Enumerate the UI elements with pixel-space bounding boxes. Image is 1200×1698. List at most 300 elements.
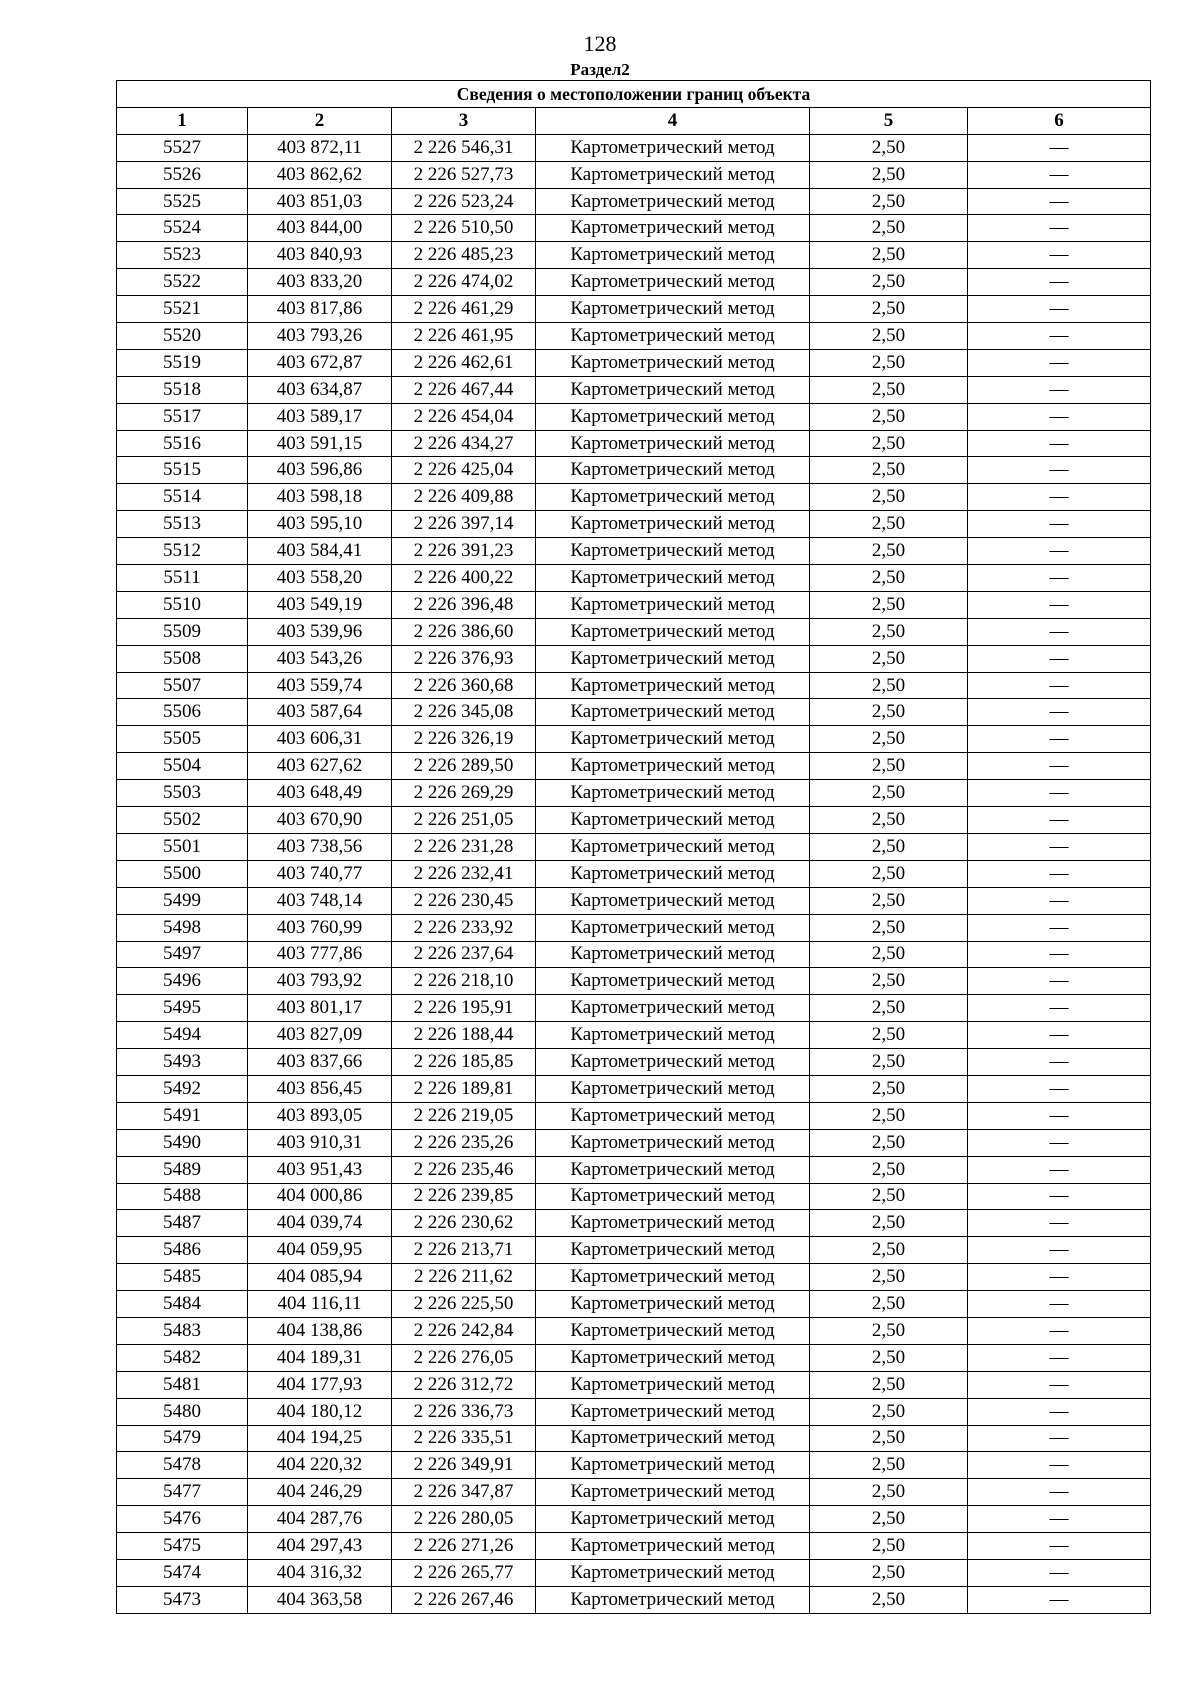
point-number-cell: 5476 (117, 1506, 248, 1533)
method-cell: Картометрический метод (536, 215, 810, 242)
accuracy-cell: 2,50 (810, 860, 968, 887)
method-cell: Картометрический метод (536, 645, 810, 672)
table-row (117, 1075, 1151, 1102)
method-cell: Картометрический метод (536, 161, 810, 188)
x-coordinate-cell: 403 893,05 (248, 1102, 392, 1129)
description-cell: — (968, 511, 1151, 538)
point-number-cell: 5515 (117, 457, 248, 484)
y-coordinate-cell: 2 226 230,45 (392, 887, 536, 914)
table-row (117, 538, 1151, 565)
x-coordinate-cell: 403 793,92 (248, 968, 392, 995)
accuracy-cell: 2,50 (810, 780, 968, 807)
table-body (117, 134, 1151, 1613)
x-coordinate-cell: 403 606,31 (248, 726, 392, 753)
x-coordinate-cell: 404 363,58 (248, 1586, 392, 1613)
y-coordinate-cell: 2 226 230,62 (392, 1210, 536, 1237)
point-number-cell: 5516 (117, 430, 248, 457)
point-number-cell: 5485 (117, 1264, 248, 1291)
y-coordinate-cell: 2 226 195,91 (392, 995, 536, 1022)
description-cell: — (968, 1156, 1151, 1183)
accuracy-cell: 2,50 (810, 1425, 968, 1452)
y-coordinate-cell: 2 226 218,10 (392, 968, 536, 995)
table-row (117, 349, 1151, 376)
table-row (117, 1264, 1151, 1291)
x-coordinate-cell: 403 748,14 (248, 887, 392, 914)
description-cell: — (968, 941, 1151, 968)
table-row (117, 726, 1151, 753)
y-coordinate-cell: 2 226 280,05 (392, 1506, 536, 1533)
x-coordinate-cell: 403 549,19 (248, 591, 392, 618)
method-cell: Картометрический метод (536, 430, 810, 457)
x-coordinate-cell: 403 856,45 (248, 1075, 392, 1102)
table-row (117, 269, 1151, 296)
x-coordinate-cell: 404 287,76 (248, 1506, 392, 1533)
table-row (117, 887, 1151, 914)
table-row (117, 833, 1151, 860)
method-cell: Картометрический метод (536, 1317, 810, 1344)
table-row (117, 1291, 1151, 1318)
table-row (117, 699, 1151, 726)
method-cell: Картометрический метод (536, 780, 810, 807)
x-coordinate-cell: 403 559,74 (248, 672, 392, 699)
y-coordinate-cell: 2 226 360,68 (392, 672, 536, 699)
description-cell: — (968, 1479, 1151, 1506)
y-coordinate-cell: 2 226 461,29 (392, 296, 536, 323)
description-cell: — (968, 860, 1151, 887)
description-cell: — (968, 699, 1151, 726)
x-coordinate-cell: 403 827,09 (248, 1022, 392, 1049)
x-coordinate-cell: 404 059,95 (248, 1237, 392, 1264)
method-cell: Картометрический метод (536, 1183, 810, 1210)
y-coordinate-cell: 2 226 391,23 (392, 538, 536, 565)
accuracy-cell: 2,50 (810, 1183, 968, 1210)
x-coordinate-cell: 403 539,96 (248, 618, 392, 645)
description-cell: — (968, 296, 1151, 323)
point-number-cell: 5488 (117, 1183, 248, 1210)
accuracy-cell: 2,50 (810, 1452, 968, 1479)
accuracy-cell: 2,50 (810, 296, 968, 323)
accuracy-cell: 2,50 (810, 349, 968, 376)
table-row (117, 1506, 1151, 1533)
method-cell: Картометрический метод (536, 1398, 810, 1425)
table-row (117, 1237, 1151, 1264)
description-cell: — (968, 1371, 1151, 1398)
x-coordinate-cell: 404 189,31 (248, 1344, 392, 1371)
description-cell: — (968, 323, 1151, 350)
y-coordinate-cell: 2 226 265,77 (392, 1559, 536, 1586)
table-caption-row (117, 81, 1151, 108)
y-coordinate-cell: 2 226 232,41 (392, 860, 536, 887)
accuracy-cell: 2,50 (810, 591, 968, 618)
x-coordinate-cell: 404 194,25 (248, 1425, 392, 1452)
boundary-table (116, 80, 1151, 1614)
section-title: Раздел2 (570, 60, 630, 79)
x-coordinate-cell: 404 246,29 (248, 1479, 392, 1506)
accuracy-cell: 2,50 (810, 1264, 968, 1291)
accuracy-cell: 2,50 (810, 1586, 968, 1613)
method-cell: Картометрический метод (536, 1344, 810, 1371)
method-cell: Картометрический метод (536, 1559, 810, 1586)
table-row (117, 591, 1151, 618)
method-cell: Картометрический метод (536, 188, 810, 215)
x-coordinate-cell: 403 634,87 (248, 376, 392, 403)
method-cell: Картометрический метод (536, 1264, 810, 1291)
y-coordinate-cell: 2 226 461,95 (392, 323, 536, 350)
accuracy-cell: 2,50 (810, 995, 968, 1022)
y-coordinate-cell: 2 226 269,29 (392, 780, 536, 807)
description-cell: — (968, 1559, 1151, 1586)
accuracy-cell: 2,50 (810, 403, 968, 430)
x-coordinate-cell: 403 589,17 (248, 403, 392, 430)
table-row (117, 430, 1151, 457)
table-row (117, 941, 1151, 968)
x-coordinate-cell: 404 180,12 (248, 1398, 392, 1425)
y-coordinate-cell: 2 226 546,31 (392, 134, 536, 161)
point-number-cell: 5513 (117, 511, 248, 538)
accuracy-cell: 2,50 (810, 323, 968, 350)
description-cell: — (968, 1452, 1151, 1479)
x-coordinate-cell: 403 627,62 (248, 753, 392, 780)
description-cell: — (968, 753, 1151, 780)
point-number-cell: 5496 (117, 968, 248, 995)
x-coordinate-cell: 403 833,20 (248, 269, 392, 296)
table-row (117, 914, 1151, 941)
point-number-cell: 5508 (117, 645, 248, 672)
method-cell: Картометрический метод (536, 403, 810, 430)
description-cell: — (968, 376, 1151, 403)
method-cell: Картометрический метод (536, 1022, 810, 1049)
table-row (117, 1344, 1151, 1371)
y-coordinate-cell: 2 226 271,26 (392, 1533, 536, 1560)
method-cell: Картометрический метод (536, 1371, 810, 1398)
x-coordinate-cell: 403 760,99 (248, 914, 392, 941)
y-coordinate-cell: 2 226 510,50 (392, 215, 536, 242)
method-cell: Картометрический метод (536, 699, 810, 726)
column-number-4: 4 (536, 107, 810, 134)
point-number-cell: 5507 (117, 672, 248, 699)
description-cell: — (968, 1533, 1151, 1560)
description-cell: — (968, 780, 1151, 807)
accuracy-cell: 2,50 (810, 376, 968, 403)
accuracy-cell: 2,50 (810, 1075, 968, 1102)
table-row (117, 1452, 1151, 1479)
method-cell: Картометрический метод (536, 1210, 810, 1237)
accuracy-cell: 2,50 (810, 457, 968, 484)
accuracy-cell: 2,50 (810, 1371, 968, 1398)
method-cell: Картометрический метод (536, 242, 810, 269)
point-number-cell: 5484 (117, 1291, 248, 1318)
method-cell: Картометрический метод (536, 618, 810, 645)
description-cell: — (968, 1210, 1151, 1237)
y-coordinate-cell: 2 226 397,14 (392, 511, 536, 538)
y-coordinate-cell: 2 226 239,85 (392, 1183, 536, 1210)
point-number-cell: 5487 (117, 1210, 248, 1237)
y-coordinate-cell: 2 226 235,46 (392, 1156, 536, 1183)
y-coordinate-cell: 2 226 485,23 (392, 242, 536, 269)
x-coordinate-cell: 403 840,93 (248, 242, 392, 269)
point-number-cell: 5514 (117, 484, 248, 511)
accuracy-cell: 2,50 (810, 672, 968, 699)
y-coordinate-cell: 2 226 462,61 (392, 349, 536, 376)
x-coordinate-cell: 404 000,86 (248, 1183, 392, 1210)
y-coordinate-cell: 2 226 276,05 (392, 1344, 536, 1371)
table-row (117, 457, 1151, 484)
y-coordinate-cell: 2 226 211,62 (392, 1264, 536, 1291)
accuracy-cell: 2,50 (810, 565, 968, 592)
description-cell: — (968, 995, 1151, 1022)
x-coordinate-cell: 404 039,74 (248, 1210, 392, 1237)
accuracy-cell: 2,50 (810, 618, 968, 645)
description-cell: — (968, 591, 1151, 618)
description-cell: — (968, 484, 1151, 511)
column-number-1: 1 (117, 107, 248, 134)
y-coordinate-cell: 2 226 213,71 (392, 1237, 536, 1264)
description-cell: — (968, 1425, 1151, 1452)
x-coordinate-cell: 403 648,49 (248, 780, 392, 807)
table-caption: Сведения о местоположении границ объекта (117, 81, 1151, 108)
table-row (117, 1183, 1151, 1210)
table-row (117, 1425, 1151, 1452)
x-coordinate-cell: 403 851,03 (248, 188, 392, 215)
point-number-cell: 5477 (117, 1479, 248, 1506)
method-cell: Картометрический метод (536, 323, 810, 350)
point-number-cell: 5524 (117, 215, 248, 242)
x-coordinate-cell: 403 777,86 (248, 941, 392, 968)
accuracy-cell: 2,50 (810, 1022, 968, 1049)
description-cell: — (968, 645, 1151, 672)
accuracy-cell: 2,50 (810, 269, 968, 296)
accuracy-cell: 2,50 (810, 833, 968, 860)
point-number-cell: 5475 (117, 1533, 248, 1560)
y-coordinate-cell: 2 226 225,50 (392, 1291, 536, 1318)
y-coordinate-cell: 2 226 235,26 (392, 1129, 536, 1156)
description-cell: — (968, 349, 1151, 376)
description-cell: — (968, 618, 1151, 645)
x-coordinate-cell: 403 558,20 (248, 565, 392, 592)
accuracy-cell: 2,50 (810, 511, 968, 538)
accuracy-cell: 2,50 (810, 1291, 968, 1318)
column-number-5: 5 (810, 107, 968, 134)
method-cell: Картометрический метод (536, 1425, 810, 1452)
accuracy-cell: 2,50 (810, 753, 968, 780)
point-number-cell: 5510 (117, 591, 248, 618)
table-row (117, 1371, 1151, 1398)
accuracy-cell: 2,50 (810, 242, 968, 269)
method-cell: Картометрический метод (536, 753, 810, 780)
point-number-cell: 5518 (117, 376, 248, 403)
accuracy-cell: 2,50 (810, 484, 968, 511)
point-number-cell: 5493 (117, 1049, 248, 1076)
y-coordinate-cell: 2 226 523,24 (392, 188, 536, 215)
y-coordinate-cell: 2 226 400,22 (392, 565, 536, 592)
description-cell: — (968, 1129, 1151, 1156)
description-cell: — (968, 538, 1151, 565)
method-cell: Картометрический метод (536, 1049, 810, 1076)
point-number-cell: 5526 (117, 161, 248, 188)
point-number-cell: 5474 (117, 1559, 248, 1586)
point-number-cell: 5479 (117, 1425, 248, 1452)
table-row (117, 296, 1151, 323)
description-cell: — (968, 1102, 1151, 1129)
table-row (117, 968, 1151, 995)
table-row (117, 860, 1151, 887)
y-coordinate-cell: 2 226 454,04 (392, 403, 536, 430)
table-row (117, 1479, 1151, 1506)
point-number-cell: 5523 (117, 242, 248, 269)
point-number-cell: 5491 (117, 1102, 248, 1129)
point-number-cell: 5500 (117, 860, 248, 887)
point-number-cell: 5490 (117, 1129, 248, 1156)
description-cell: — (968, 1291, 1151, 1318)
point-number-cell: 5480 (117, 1398, 248, 1425)
table-row (117, 1049, 1151, 1076)
method-cell: Картометрический метод (536, 995, 810, 1022)
table-row (117, 645, 1151, 672)
method-cell: Картометрический метод (536, 349, 810, 376)
x-coordinate-cell: 403 740,77 (248, 860, 392, 887)
method-cell: Картометрический метод (536, 1479, 810, 1506)
y-coordinate-cell: 2 226 267,46 (392, 1586, 536, 1613)
table-row (117, 807, 1151, 834)
accuracy-cell: 2,50 (810, 430, 968, 457)
table-row (117, 242, 1151, 269)
point-number-cell: 5521 (117, 296, 248, 323)
table-row (117, 511, 1151, 538)
point-number-cell: 5522 (117, 269, 248, 296)
description-cell: — (968, 1022, 1151, 1049)
page-number: 128 (583, 31, 617, 56)
y-coordinate-cell: 2 226 345,08 (392, 699, 536, 726)
description-cell: — (968, 914, 1151, 941)
point-number-cell: 5504 (117, 753, 248, 780)
point-number-cell: 5506 (117, 699, 248, 726)
accuracy-cell: 2,50 (810, 1049, 968, 1076)
accuracy-cell: 2,50 (810, 1479, 968, 1506)
y-coordinate-cell: 2 226 386,60 (392, 618, 536, 645)
y-coordinate-cell: 2 226 189,81 (392, 1075, 536, 1102)
table-row (117, 1210, 1151, 1237)
description-cell: — (968, 1237, 1151, 1264)
y-coordinate-cell: 2 226 396,48 (392, 591, 536, 618)
accuracy-cell: 2,50 (810, 1210, 968, 1237)
description-cell: — (968, 403, 1151, 430)
method-cell: Картометрический метод (536, 538, 810, 565)
x-coordinate-cell: 403 872,11 (248, 134, 392, 161)
column-number-3: 3 (392, 107, 536, 134)
accuracy-cell: 2,50 (810, 1344, 968, 1371)
table-row (117, 403, 1151, 430)
y-coordinate-cell: 2 226 237,64 (392, 941, 536, 968)
table-row (117, 618, 1151, 645)
x-coordinate-cell: 403 801,17 (248, 995, 392, 1022)
point-number-cell: 5494 (117, 1022, 248, 1049)
accuracy-cell: 2,50 (810, 1559, 968, 1586)
description-cell: — (968, 161, 1151, 188)
method-cell: Картометрический метод (536, 1291, 810, 1318)
table-row (117, 1398, 1151, 1425)
x-coordinate-cell: 403 598,18 (248, 484, 392, 511)
method-cell: Картометрический метод (536, 296, 810, 323)
y-coordinate-cell: 2 226 527,73 (392, 161, 536, 188)
method-cell: Картометрический метод (536, 591, 810, 618)
method-cell: Картометрический метод (536, 134, 810, 161)
description-cell: — (968, 1506, 1151, 1533)
y-coordinate-cell: 2 226 312,72 (392, 1371, 536, 1398)
method-cell: Картометрический метод (536, 484, 810, 511)
point-number-cell: 5509 (117, 618, 248, 645)
description-cell: — (968, 242, 1151, 269)
point-number-cell: 5482 (117, 1344, 248, 1371)
description-cell: — (968, 1586, 1151, 1613)
point-number-cell: 5525 (117, 188, 248, 215)
x-coordinate-cell: 403 738,56 (248, 833, 392, 860)
x-coordinate-cell: 403 587,64 (248, 699, 392, 726)
column-number-2: 2 (248, 107, 392, 134)
accuracy-cell: 2,50 (810, 1398, 968, 1425)
accuracy-cell: 2,50 (810, 1506, 968, 1533)
x-coordinate-cell: 404 220,32 (248, 1452, 392, 1479)
description-cell: — (968, 887, 1151, 914)
x-coordinate-cell: 403 837,66 (248, 1049, 392, 1076)
point-number-cell: 5497 (117, 941, 248, 968)
accuracy-cell: 2,50 (810, 134, 968, 161)
point-number-cell: 5486 (117, 1237, 248, 1264)
accuracy-cell: 2,50 (810, 1317, 968, 1344)
y-coordinate-cell: 2 226 349,91 (392, 1452, 536, 1479)
point-number-cell: 5527 (117, 134, 248, 161)
description-cell: — (968, 1317, 1151, 1344)
method-cell: Картометрический метод (536, 269, 810, 296)
y-coordinate-cell: 2 226 474,02 (392, 269, 536, 296)
y-coordinate-cell: 2 226 467,44 (392, 376, 536, 403)
method-cell: Картометрический метод (536, 833, 810, 860)
accuracy-cell: 2,50 (810, 887, 968, 914)
x-coordinate-cell: 403 844,00 (248, 215, 392, 242)
table-row (117, 1586, 1151, 1613)
table-row (117, 565, 1151, 592)
table-row (117, 753, 1151, 780)
y-coordinate-cell: 2 226 425,04 (392, 457, 536, 484)
table-row (117, 780, 1151, 807)
accuracy-cell: 2,50 (810, 807, 968, 834)
point-number-cell: 5478 (117, 1452, 248, 1479)
method-cell: Картометрический метод (536, 1533, 810, 1560)
accuracy-cell: 2,50 (810, 161, 968, 188)
table-row (117, 484, 1151, 511)
column-number-row (117, 107, 1151, 134)
point-number-cell: 5473 (117, 1586, 248, 1613)
y-coordinate-cell: 2 226 219,05 (392, 1102, 536, 1129)
x-coordinate-cell: 403 862,62 (248, 161, 392, 188)
y-coordinate-cell: 2 226 409,88 (392, 484, 536, 511)
table-row (117, 1129, 1151, 1156)
accuracy-cell: 2,50 (810, 1102, 968, 1129)
accuracy-cell: 2,50 (810, 1237, 968, 1264)
table-row (117, 134, 1151, 161)
accuracy-cell: 2,50 (810, 188, 968, 215)
description-cell: — (968, 1398, 1151, 1425)
method-cell: Картометрический метод (536, 1506, 810, 1533)
x-coordinate-cell: 403 793,26 (248, 323, 392, 350)
x-coordinate-cell: 404 116,11 (248, 1291, 392, 1318)
y-coordinate-cell: 2 226 289,50 (392, 753, 536, 780)
table-row (117, 1022, 1151, 1049)
table-row (117, 995, 1151, 1022)
description-cell: — (968, 672, 1151, 699)
description-cell: — (968, 215, 1151, 242)
x-coordinate-cell: 403 817,86 (248, 296, 392, 323)
accuracy-cell: 2,50 (810, 699, 968, 726)
